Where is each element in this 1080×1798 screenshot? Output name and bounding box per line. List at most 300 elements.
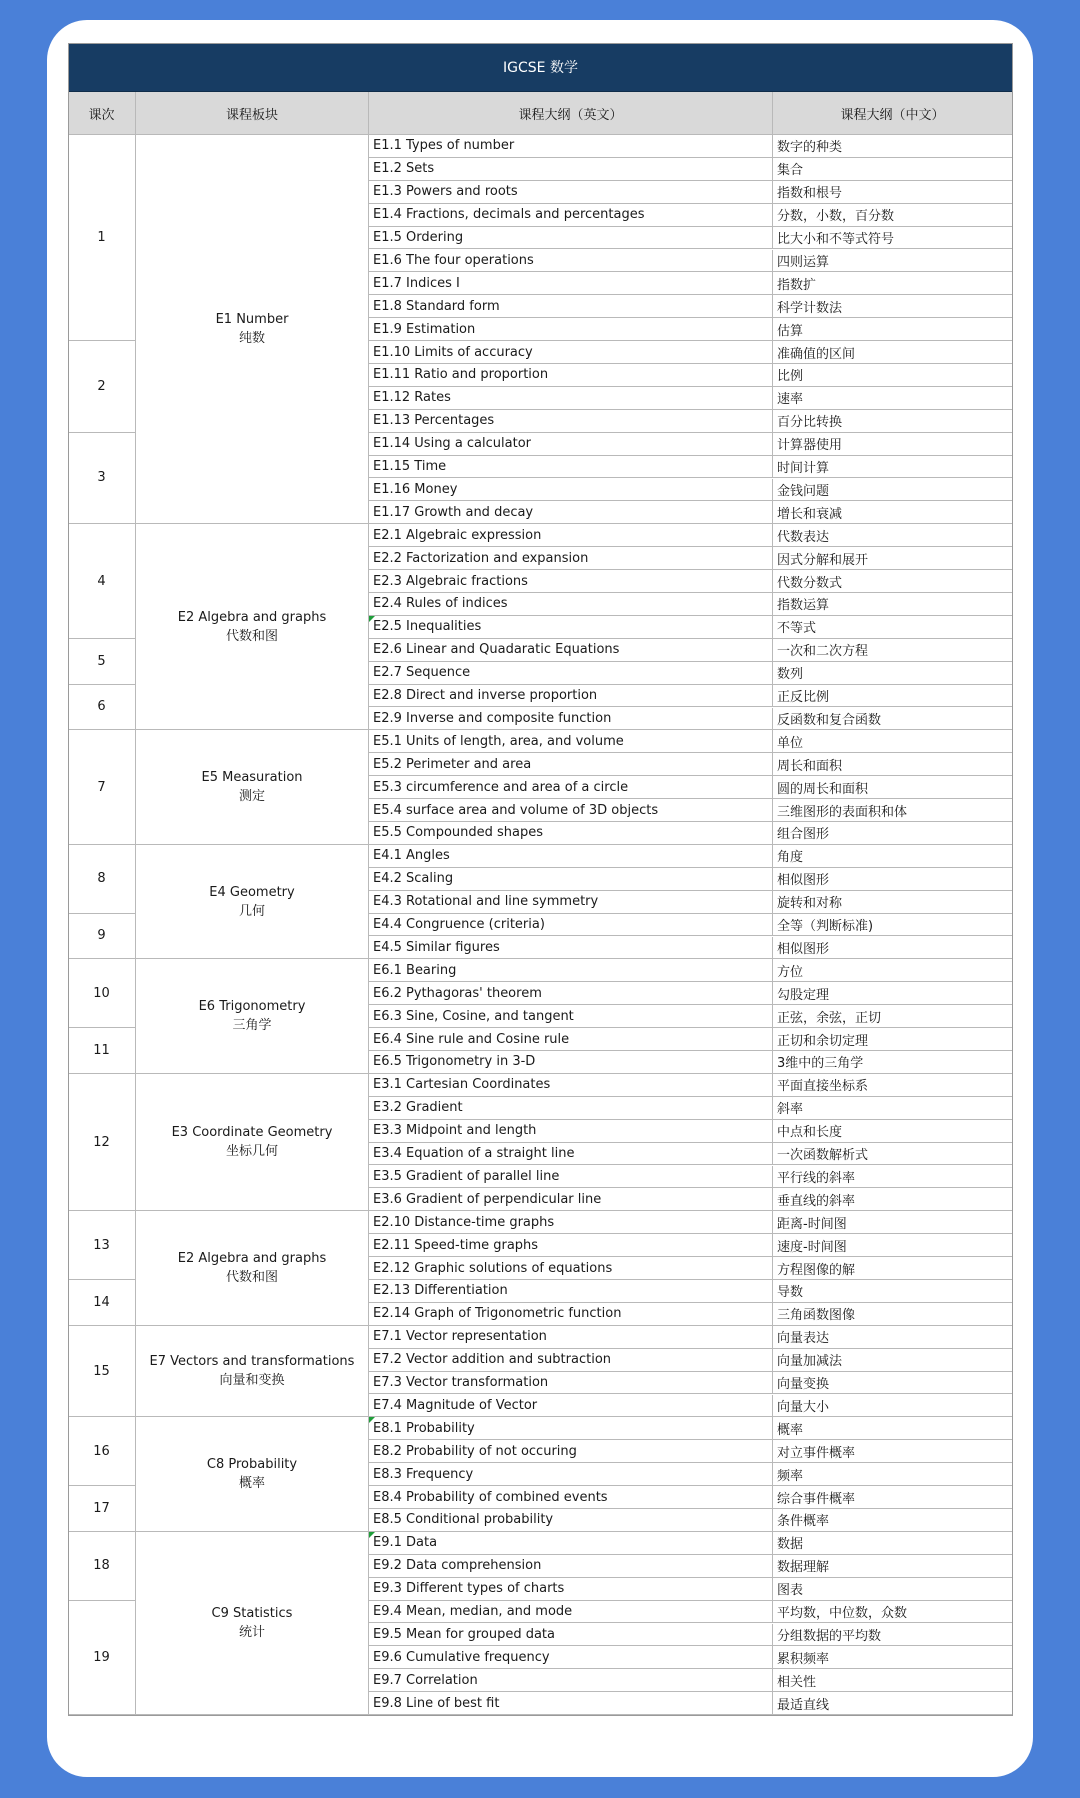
module-name-en: E2 Algebra and graphs bbox=[177, 609, 327, 625]
lesson-number: 11 bbox=[93, 1042, 110, 1058]
topic-en: E2.7 Sequence bbox=[373, 665, 471, 681]
topic-zh: 准确值的区间 bbox=[777, 346, 856, 362]
topic-zh: 概率 bbox=[777, 1422, 804, 1438]
topic-en: E4.4 Congruence (criteria) bbox=[373, 917, 545, 933]
topic-zh: 三角函数图像 bbox=[777, 1308, 856, 1324]
topic-en: E7.3 Vector transformation bbox=[373, 1375, 549, 1391]
topic-en-cell bbox=[369, 1051, 773, 1074]
topic-zh: 全等（判断标准) bbox=[777, 919, 874, 935]
topic-zh-cell bbox=[773, 1028, 1013, 1051]
topic-zh-cell bbox=[773, 1257, 1013, 1280]
topic-en-cell bbox=[369, 662, 773, 685]
topic-en-cell bbox=[369, 1417, 773, 1440]
topic-en-cell bbox=[369, 1074, 773, 1097]
lesson-number: 14 bbox=[93, 1294, 110, 1310]
topic-zh-cell bbox=[773, 1166, 1013, 1189]
topic-en-cell bbox=[369, 1211, 773, 1234]
lesson-number: 17 bbox=[93, 1500, 110, 1516]
topic-en-cell bbox=[369, 1326, 773, 1349]
lesson-number: 2 bbox=[97, 378, 106, 394]
topic-en-cell bbox=[369, 364, 773, 387]
topic-en: E6.3 Sine, Cosine, and tangent bbox=[373, 1008, 574, 1024]
topic-zh: 数列 bbox=[777, 667, 804, 683]
topic-en-cell bbox=[369, 1624, 773, 1647]
topic-zh: 估算 bbox=[777, 323, 804, 339]
topic-zh-cell bbox=[773, 250, 1013, 273]
topic-en: E2.5 Inequalities bbox=[373, 619, 482, 635]
topic-en: E4.1 Angles bbox=[373, 848, 450, 864]
topic-zh: 最适直线 bbox=[777, 1697, 830, 1713]
module-name-zh: 测定 bbox=[238, 789, 265, 805]
topic-en: E2.3 Algebraic fractions bbox=[373, 573, 528, 589]
topic-en-cell bbox=[369, 318, 773, 341]
topic-en: E1.3 Powers and roots bbox=[373, 184, 518, 200]
topic-en: E2.13 Differentiation bbox=[373, 1283, 508, 1299]
topic-zh-cell bbox=[773, 479, 1013, 502]
topic-en-cell bbox=[369, 387, 773, 410]
topic-zh-cell bbox=[773, 639, 1013, 662]
topic-zh-cell bbox=[773, 1051, 1013, 1074]
topic-zh-cell bbox=[773, 547, 1013, 570]
topic-zh-cell bbox=[773, 410, 1013, 433]
topic-zh-cell bbox=[773, 1578, 1013, 1601]
topic-en: E1.15 Time bbox=[373, 459, 447, 475]
topic-en: E6.2 Pythagoras' theorem bbox=[373, 985, 542, 1001]
topic-zh-cell bbox=[773, 1509, 1013, 1532]
topic-zh-cell bbox=[773, 914, 1013, 937]
topic-en: E1.14 Using a calculator bbox=[373, 436, 531, 452]
topic-zh: 正反比例 bbox=[777, 690, 830, 706]
module-name-zh: 概率 bbox=[238, 1476, 265, 1492]
topic-en: E2.4 Rules of indices bbox=[373, 596, 508, 612]
topic-en-cell bbox=[369, 456, 773, 479]
topic-en: E9.8 Line of best fit bbox=[373, 1695, 500, 1711]
topic-zh: 百分比转换 bbox=[777, 415, 843, 431]
topic-zh-cell bbox=[773, 1463, 1013, 1486]
topic-zh-cell bbox=[773, 341, 1013, 364]
topic-en-cell bbox=[369, 1120, 773, 1143]
topic-en-cell bbox=[369, 822, 773, 845]
lesson-number: 9 bbox=[97, 928, 106, 944]
topic-zh: 反函数和复合函数 bbox=[777, 712, 882, 728]
topic-zh-cell bbox=[773, 501, 1013, 524]
header-lesson bbox=[68, 92, 136, 135]
topic-en-cell bbox=[369, 730, 773, 753]
topic-zh-cell bbox=[773, 891, 1013, 914]
topic-zh: 分数，小数，百分数 bbox=[777, 209, 895, 225]
topic-zh: 图表 bbox=[777, 1583, 804, 1599]
topic-en-cell bbox=[369, 1234, 773, 1257]
topic-zh: 平行线的斜率 bbox=[777, 1170, 856, 1186]
topic-en: E9.2 Data comprehension bbox=[373, 1558, 542, 1574]
topic-zh-cell bbox=[773, 364, 1013, 387]
topic-zh: 不等式 bbox=[777, 621, 817, 637]
topic-zh-cell bbox=[773, 1532, 1013, 1555]
topic-zh-cell bbox=[773, 868, 1013, 891]
topic-en: E7.1 Vector representation bbox=[373, 1329, 547, 1345]
topic-en-cell bbox=[369, 982, 773, 1005]
topic-en-cell bbox=[369, 410, 773, 433]
topic-en-cell bbox=[369, 501, 773, 524]
lesson-cell bbox=[68, 135, 136, 341]
topic-en: E9.7 Correlation bbox=[373, 1672, 478, 1688]
module-name-zh: 代数和图 bbox=[225, 1270, 278, 1286]
topic-en: E2.10 Distance-time graphs bbox=[373, 1214, 555, 1230]
table-title-text: IGCSE 数学 bbox=[503, 60, 578, 76]
topic-zh-cell bbox=[773, 1349, 1013, 1372]
topic-zh-cell bbox=[773, 1669, 1013, 1692]
topic-zh-cell bbox=[773, 1303, 1013, 1326]
topic-en-cell bbox=[369, 868, 773, 891]
topic-en-cell bbox=[369, 937, 773, 960]
topic-zh: 垂直线的斜率 bbox=[777, 1193, 856, 1209]
header-label: 课程板块 bbox=[225, 107, 278, 123]
topic-en-cell bbox=[369, 914, 773, 937]
topic-zh: 距离-时间图 bbox=[777, 1216, 847, 1232]
topic-en-cell bbox=[369, 524, 773, 547]
topic-zh: 斜率 bbox=[777, 1102, 804, 1118]
lesson-cell bbox=[68, 1417, 136, 1486]
topic-en-cell bbox=[369, 845, 773, 868]
topic-en: E3.3 Midpoint and length bbox=[373, 1123, 537, 1139]
topic-zh: 代数分数式 bbox=[777, 575, 843, 591]
topic-zh-cell bbox=[773, 776, 1013, 799]
header-label: 课程大纲（英文） bbox=[518, 107, 623, 123]
topic-en: E6.4 Sine rule and Cosine rule bbox=[373, 1031, 570, 1047]
lesson-cell bbox=[68, 1532, 136, 1601]
topic-en: E6.5 Trigonometry in 3-D bbox=[373, 1054, 536, 1070]
topic-zh: 平面直接坐标系 bbox=[777, 1079, 869, 1095]
topic-en: E2.12 Graphic solutions of equations bbox=[373, 1260, 613, 1276]
module-cell bbox=[136, 524, 369, 730]
topic-en: E2.8 Direct and inverse proportion bbox=[373, 688, 598, 704]
topic-zh-cell bbox=[773, 227, 1013, 250]
topic-en-cell bbox=[369, 1143, 773, 1166]
comment-marker-icon bbox=[369, 1417, 375, 1423]
topic-zh: 综合事件概率 bbox=[777, 1491, 856, 1507]
topic-zh: 指数运算 bbox=[777, 598, 830, 614]
topic-en: E1.1 Types of number bbox=[373, 138, 515, 154]
topic-zh-cell bbox=[773, 135, 1013, 158]
topic-zh: 代数表达 bbox=[777, 529, 830, 545]
topic-zh: 勾股定理 bbox=[777, 987, 830, 1003]
module-cell bbox=[136, 1532, 369, 1715]
topic-en: E1.16 Money bbox=[373, 481, 458, 497]
topic-zh-cell bbox=[773, 181, 1013, 204]
module-name-zh: 向量和变换 bbox=[219, 1373, 285, 1389]
module-cell bbox=[136, 959, 369, 1074]
lesson-number: 19 bbox=[93, 1649, 110, 1665]
topic-en-cell bbox=[369, 1532, 773, 1555]
header-syllabus-zh bbox=[773, 92, 1013, 135]
topic-en-cell bbox=[369, 685, 773, 708]
lesson-cell bbox=[68, 845, 136, 914]
lesson-number: 13 bbox=[93, 1237, 110, 1253]
topic-en-cell bbox=[369, 1166, 773, 1189]
topic-zh-cell bbox=[773, 662, 1013, 685]
topic-zh: 3维中的三角学 bbox=[777, 1056, 864, 1072]
module-cell bbox=[136, 1326, 369, 1418]
topic-zh: 比大小和不等式符号 bbox=[777, 232, 895, 248]
topic-en-cell bbox=[369, 1486, 773, 1509]
topic-zh: 科学计数法 bbox=[777, 300, 843, 316]
topic-zh-cell bbox=[773, 433, 1013, 456]
topic-zh-cell bbox=[773, 456, 1013, 479]
module-cell bbox=[136, 730, 369, 845]
topic-zh: 时间计算 bbox=[777, 461, 830, 477]
topic-en-cell bbox=[369, 204, 773, 227]
module-name-en: E1 Number bbox=[215, 312, 289, 328]
topic-en-cell bbox=[369, 1578, 773, 1601]
topic-en-cell bbox=[369, 547, 773, 570]
topic-zh: 数字的种类 bbox=[777, 140, 843, 156]
topic-en: E2.6 Linear and Quadaratic Equations bbox=[373, 642, 620, 658]
topic-zh-cell bbox=[773, 204, 1013, 227]
topic-en-cell bbox=[369, 1005, 773, 1028]
header-label: 课次 bbox=[88, 107, 115, 123]
topic-en: E7.4 Magnitude of Vector bbox=[373, 1397, 538, 1413]
topic-en-cell bbox=[369, 341, 773, 364]
topic-zh: 速率 bbox=[777, 392, 804, 408]
lesson-cell bbox=[68, 524, 136, 639]
lesson-number: 6 bbox=[97, 699, 106, 715]
topic-en: E1.4 Fractions, decimals and percentages bbox=[373, 207, 645, 223]
topic-zh-cell bbox=[773, 708, 1013, 731]
topic-en: E2.14 Graph of Trigonometric function bbox=[373, 1306, 622, 1322]
topic-en-cell bbox=[369, 1440, 773, 1463]
topic-en: E4.5 Similar figures bbox=[373, 939, 500, 955]
module-name-zh: 纯数 bbox=[238, 331, 265, 347]
lesson-cell bbox=[68, 1601, 136, 1716]
topic-zh: 三维图形的表面积和体 bbox=[777, 804, 908, 820]
topic-en-cell bbox=[369, 1097, 773, 1120]
topic-en-cell bbox=[369, 1257, 773, 1280]
lesson-number: 12 bbox=[93, 1134, 110, 1150]
topic-en: E2.11 Speed-time graphs bbox=[373, 1237, 539, 1253]
topic-en: E5.3 circumference and area of a circle bbox=[373, 779, 629, 795]
topic-en: E1.13 Percentages bbox=[373, 413, 495, 429]
lesson-cell bbox=[68, 1074, 136, 1211]
topic-zh-cell bbox=[773, 1601, 1013, 1624]
topic-en: E8.3 Frequency bbox=[373, 1466, 474, 1482]
topic-zh: 计算器使用 bbox=[777, 438, 843, 454]
topic-en: E1.12 Rates bbox=[373, 390, 451, 406]
topic-zh: 数据 bbox=[777, 1537, 804, 1553]
topic-en-cell bbox=[369, 295, 773, 318]
lesson-number: 16 bbox=[93, 1443, 110, 1459]
table-title bbox=[68, 43, 1013, 92]
topic-en: E8.5 Conditional probability bbox=[373, 1512, 554, 1528]
module-name-en: E5 Measuration bbox=[201, 770, 303, 786]
curriculum-table bbox=[68, 43, 1013, 1716]
module-name-en: C8 Probability bbox=[206, 1457, 298, 1473]
topic-zh-cell bbox=[773, 822, 1013, 845]
topic-en: E5.2 Perimeter and area bbox=[373, 756, 532, 772]
topic-zh: 方位 bbox=[777, 964, 804, 980]
lesson-number: 3 bbox=[97, 470, 106, 486]
topic-zh-cell bbox=[773, 845, 1013, 868]
topic-zh: 对立事件概率 bbox=[777, 1445, 856, 1461]
topic-zh-cell bbox=[773, 730, 1013, 753]
lesson-cell bbox=[68, 1326, 136, 1418]
topic-zh: 向量变换 bbox=[777, 1377, 830, 1393]
topic-zh-cell bbox=[773, 616, 1013, 639]
topic-en-cell bbox=[369, 250, 773, 273]
topic-en: E9.5 Mean for grouped data bbox=[373, 1626, 555, 1642]
topic-zh-cell bbox=[773, 799, 1013, 822]
topic-en-cell bbox=[369, 639, 773, 662]
topic-zh: 累积频率 bbox=[777, 1651, 830, 1667]
topic-en: E2.1 Algebraic expression bbox=[373, 527, 542, 543]
lesson-number: 15 bbox=[93, 1363, 110, 1379]
topic-en: E1.17 Growth and decay bbox=[373, 504, 534, 520]
topic-zh: 单位 bbox=[777, 735, 804, 751]
topic-en: E1.9 Estimation bbox=[373, 321, 476, 337]
header-module bbox=[136, 92, 369, 135]
topic-en: E9.3 Different types of charts bbox=[373, 1581, 565, 1597]
topic-zh: 向量大小 bbox=[777, 1399, 830, 1415]
topic-zh-cell bbox=[773, 1005, 1013, 1028]
topic-zh: 相似图形 bbox=[777, 941, 830, 957]
topic-zh-cell bbox=[773, 272, 1013, 295]
topic-zh: 正切和余切定理 bbox=[777, 1033, 869, 1049]
topic-zh: 金钱问题 bbox=[777, 483, 830, 499]
topic-en-cell bbox=[369, 1188, 773, 1211]
topic-zh: 圆的周长和面积 bbox=[777, 781, 869, 797]
lesson-cell bbox=[68, 341, 136, 433]
topic-en-cell bbox=[369, 135, 773, 158]
topic-en: E3.5 Gradient of parallel line bbox=[373, 1168, 560, 1184]
topic-zh: 向量加减法 bbox=[777, 1354, 843, 1370]
lesson-number: 18 bbox=[93, 1558, 110, 1574]
topic-zh-cell bbox=[773, 1074, 1013, 1097]
module-name-en: E6 Trigonometry bbox=[198, 999, 306, 1015]
topic-en-cell bbox=[369, 753, 773, 776]
module-cell bbox=[136, 1211, 369, 1326]
lesson-number: 1 bbox=[97, 230, 106, 246]
topic-en-cell bbox=[369, 1280, 773, 1303]
topic-zh: 增长和衰减 bbox=[777, 506, 843, 522]
topic-zh: 频率 bbox=[777, 1468, 804, 1484]
topic-en-cell bbox=[369, 1349, 773, 1372]
lesson-cell bbox=[68, 685, 136, 731]
topic-en: E8.2 Probability of not occuring bbox=[373, 1443, 577, 1459]
topic-zh-cell bbox=[773, 1120, 1013, 1143]
topic-zh-cell bbox=[773, 524, 1013, 547]
module-name-zh: 三角学 bbox=[232, 1018, 272, 1034]
topic-en: E1.10 Limits of accuracy bbox=[373, 344, 533, 360]
topic-zh-cell bbox=[773, 387, 1013, 410]
topic-zh: 正弦，余弦，正切 bbox=[777, 1010, 882, 1026]
topic-zh-cell bbox=[773, 1692, 1013, 1715]
topic-en-cell bbox=[369, 1555, 773, 1578]
lesson-cell bbox=[68, 1486, 136, 1532]
topic-zh: 数据理解 bbox=[777, 1560, 830, 1576]
lesson-cell bbox=[68, 1028, 136, 1074]
topic-en: E4.2 Scaling bbox=[373, 871, 454, 887]
lesson-number: 7 bbox=[97, 779, 106, 795]
lesson-cell bbox=[68, 914, 136, 960]
topic-en: E4.3 Rotational and line symmetry bbox=[373, 894, 599, 910]
lesson-number: 5 bbox=[97, 653, 106, 669]
topic-zh-cell bbox=[773, 1188, 1013, 1211]
module-name-en: E7 Vectors and transformations bbox=[149, 1354, 355, 1370]
topic-en: E5.5 Compounded shapes bbox=[373, 825, 544, 841]
topic-zh: 周长和面积 bbox=[777, 758, 843, 774]
topic-en-cell bbox=[369, 1372, 773, 1395]
topic-en-cell bbox=[369, 1303, 773, 1326]
module-name-zh: 统计 bbox=[238, 1624, 265, 1640]
topic-en: E3.2 Gradient bbox=[373, 1100, 463, 1116]
lesson-cell bbox=[68, 1280, 136, 1326]
topic-zh: 指数扩 bbox=[777, 277, 817, 293]
topic-zh: 向量表达 bbox=[777, 1331, 830, 1347]
topic-zh-cell bbox=[773, 1555, 1013, 1578]
topic-zh: 相关性 bbox=[777, 1674, 817, 1690]
topic-zh: 一次函数解析式 bbox=[777, 1148, 869, 1164]
topic-zh: 因式分解和展开 bbox=[777, 552, 869, 568]
topic-en-cell bbox=[369, 593, 773, 616]
topic-en-cell bbox=[369, 1646, 773, 1669]
topic-en: E5.4 surface area and volume of 3D objects bbox=[373, 802, 659, 818]
topic-en-cell bbox=[369, 181, 773, 204]
topic-zh: 条件概率 bbox=[777, 1514, 830, 1530]
topic-zh: 集合 bbox=[777, 163, 804, 179]
topic-en: E1.11 Ratio and proportion bbox=[373, 367, 549, 383]
topic-en-cell bbox=[369, 433, 773, 456]
module-cell bbox=[136, 845, 369, 960]
lesson-number: 8 bbox=[97, 871, 106, 887]
module-name-en: C9 Statistics bbox=[211, 1605, 293, 1621]
module-name-zh: 几何 bbox=[238, 903, 265, 919]
topic-zh: 导数 bbox=[777, 1285, 804, 1301]
topic-en: E6.1 Bearing bbox=[373, 962, 457, 978]
topic-zh-cell bbox=[773, 318, 1013, 341]
topic-zh-cell bbox=[773, 1280, 1013, 1303]
lesson-number: 4 bbox=[97, 573, 106, 589]
topic-zh-cell bbox=[773, 1395, 1013, 1418]
topic-en-cell bbox=[369, 1028, 773, 1051]
module-cell bbox=[136, 1074, 369, 1211]
topic-en-cell bbox=[369, 158, 773, 181]
topic-en-cell bbox=[369, 616, 773, 639]
topic-en: E8.1 Probability bbox=[373, 1420, 475, 1436]
topic-en: E8.4 Probability of combined events bbox=[373, 1489, 608, 1505]
topic-zh: 一次和二次方程 bbox=[777, 644, 869, 660]
lesson-cell bbox=[68, 433, 136, 525]
topic-zh: 旋转和对称 bbox=[777, 896, 843, 912]
topic-zh-cell bbox=[773, 937, 1013, 960]
lesson-cell bbox=[68, 1211, 136, 1280]
topic-en: E2.9 Inverse and composite function bbox=[373, 710, 612, 726]
topic-en-cell bbox=[369, 1669, 773, 1692]
topic-en-cell bbox=[369, 891, 773, 914]
module-name-zh: 坐标几何 bbox=[225, 1144, 278, 1160]
topic-zh: 分组数据的平均数 bbox=[777, 1628, 882, 1644]
topic-en: E1.2 Sets bbox=[373, 161, 435, 177]
topic-zh-cell bbox=[773, 1372, 1013, 1395]
topic-en-cell bbox=[369, 570, 773, 593]
module-name-zh: 代数和图 bbox=[225, 628, 278, 644]
topic-zh: 指数和根号 bbox=[777, 186, 843, 202]
topic-zh-cell bbox=[773, 593, 1013, 616]
topic-zh-cell bbox=[773, 1097, 1013, 1120]
header-syllabus-en bbox=[369, 92, 773, 135]
topic-zh: 平均数，中位数，众数 bbox=[777, 1606, 908, 1622]
topic-en-cell bbox=[369, 1601, 773, 1624]
module-name-en: E4 Geometry bbox=[209, 884, 295, 900]
topic-zh: 相似图形 bbox=[777, 873, 830, 889]
